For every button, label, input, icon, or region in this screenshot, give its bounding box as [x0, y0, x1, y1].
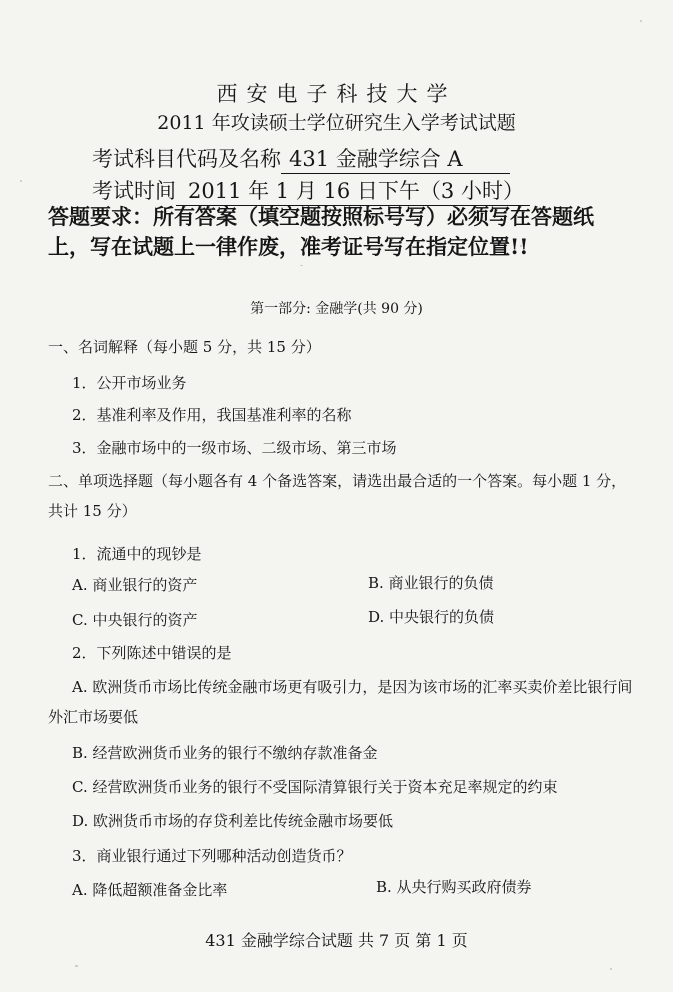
q2-option-d: D. 欧洲货币市场的存贷利差比传统金融市场要低	[72, 812, 394, 830]
scan-speck	[20, 180, 22, 182]
time-value: 2011 年 1 月 16 日下午（3 小时）	[176, 175, 530, 206]
section1-title: 一、名词解释（每小题 5 分，共 15 分）	[48, 338, 321, 356]
time-label: 考试时间	[92, 179, 176, 203]
q1-option-d: D. 中央银行的负债	[368, 608, 495, 626]
section1-item: 3．金融市场中的一级市场、二级市场、第三市场	[72, 439, 397, 457]
q2-option-c: C. 经营欧洲货币业务的银行不受国际清算银行关于资本充足率规定的约束	[72, 778, 558, 796]
q1-stem: 1．流通中的现钞是	[72, 545, 202, 563]
q2-option-b: B. 经营欧洲货币业务的银行不缴纳存款准备金	[72, 744, 378, 762]
q2-option-a: A. 欧洲货币市场比传统金融市场更有吸引力，是因为该市场的汇率买卖价差比银行间外汇市场要低	[48, 678, 633, 726]
scan-speck	[75, 965, 78, 967]
section1-item: 1．公开市场业务	[72, 374, 187, 392]
q3-option-b: B. 从央行购买政府债券	[376, 878, 532, 896]
section1-item: 2．基准利率及作用，我国基准利率的名称	[72, 406, 352, 424]
part-heading: 第一部分: 金融学(共 90 分)	[250, 301, 423, 317]
q1-option-b: B. 商业银行的负债	[368, 574, 494, 592]
university-name: 西安电子科技大学	[216, 82, 457, 106]
subject-label: 考试科目代码及名称	[92, 147, 281, 171]
q1-option-c: C. 中央银行的资产	[72, 611, 198, 629]
q3-stem: 3．商业银行通过下列哪种活动创造货币？	[72, 847, 352, 865]
answer-requirements: 答题要求：所有答案（填空题按照标号写）必须写在答题纸上，写在试题上一律作废，准考证号写在指定位置!!	[48, 204, 594, 259]
scan-speck	[300, 265, 303, 266]
subject-row	[92, 143, 510, 174]
q2-stem: 2．下列陈述中错误的是	[72, 644, 232, 662]
q1-option-a: A. 商业银行的资产	[72, 576, 198, 594]
page-footer: 431 金融学综合试题 共 7 页 第 1 页	[205, 931, 468, 950]
scan-speck	[610, 968, 612, 970]
q3-option-a: A. 降低超额准备金比率	[72, 881, 228, 899]
subject-value: 431 金融学综合 A	[281, 143, 510, 174]
exam-title: 2011 年攻读硕士学位研究生入学考试试题	[157, 112, 516, 134]
section2-title: 二、单项选择题（每小题各有 4 个备选答案，请选出最合适的一个答案。每小题 1 分，共计 15 分）	[48, 472, 627, 520]
scan-speck	[640, 20, 642, 22]
